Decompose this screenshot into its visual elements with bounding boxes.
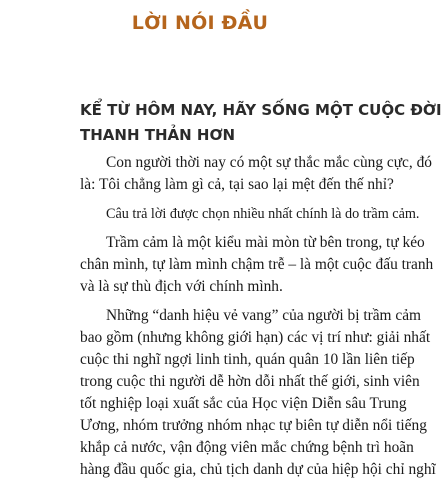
paragraph-line: là: Tôi chẳng làm gì cả, tại sao lại mệt đến thế nhỉ? (80, 176, 394, 193)
paragraph-line: bao gồm (nhưng không giới hạn) các vị trí như: giải nhất (80, 329, 431, 346)
section-title (80, 98, 442, 148)
paragraph-line: Con người thời nay có một sự thắc mắc cùng cực, đó (106, 154, 432, 171)
paragraph-line: khắp cả nước, vận động viên mắc chứng bệnh trì hoãn (80, 439, 414, 456)
paragraph-1 (80, 152, 432, 196)
paragraph-3 (80, 232, 434, 298)
paragraph-line: Câu trả lời được chọn nhiều nhất chính là do trầm cảm. (106, 206, 420, 222)
paragraph-line: trong cuộc thi người dễ hờn dỗi nhất thế giới, sinh viên (80, 373, 420, 390)
paragraph-line: Ương, nhóm trưởng nhóm nhạc tự biên tự diễn nổi tiếng (80, 417, 427, 434)
paragraph-line: hàng đầu quốc gia, chủ tịch danh dự của hiệp hội chỉ nghĩ (80, 461, 436, 478)
paragraph-2 (80, 203, 420, 225)
body-text (80, 152, 436, 488)
paragraph-line: và là sự thù địch với chính mình. (80, 278, 283, 295)
section-title-line-2: THANH THẢN HƠN (80, 126, 236, 144)
paragraph-line: Những “danh hiệu vẻ vang” của người bị trầm cảm (106, 307, 422, 324)
paragraph-line: Trầm cảm là một kiểu mài mòn từ bên trong, tự kéo (106, 234, 425, 251)
paragraph-line: chân mình, tự làm mình chậm trễ – là một cuộc đấu tranh (80, 256, 434, 273)
section-title-line-1: KỂ TỪ HÔM NAY, HÃY SỐNG MỘT CUỘC ĐỜI (80, 101, 442, 119)
paragraph-4 (80, 305, 436, 481)
paragraph-line: tốt nghiệp loại xuất sắc của Học viện Diễn sâu Trung (80, 395, 407, 412)
page-heading: LỜI NÓI ĐẦU (131, 12, 269, 34)
paragraph-line: cuộc thi nghĩ ngợi linh tinh, quán quân 10 lần liên tiếp (80, 351, 415, 368)
